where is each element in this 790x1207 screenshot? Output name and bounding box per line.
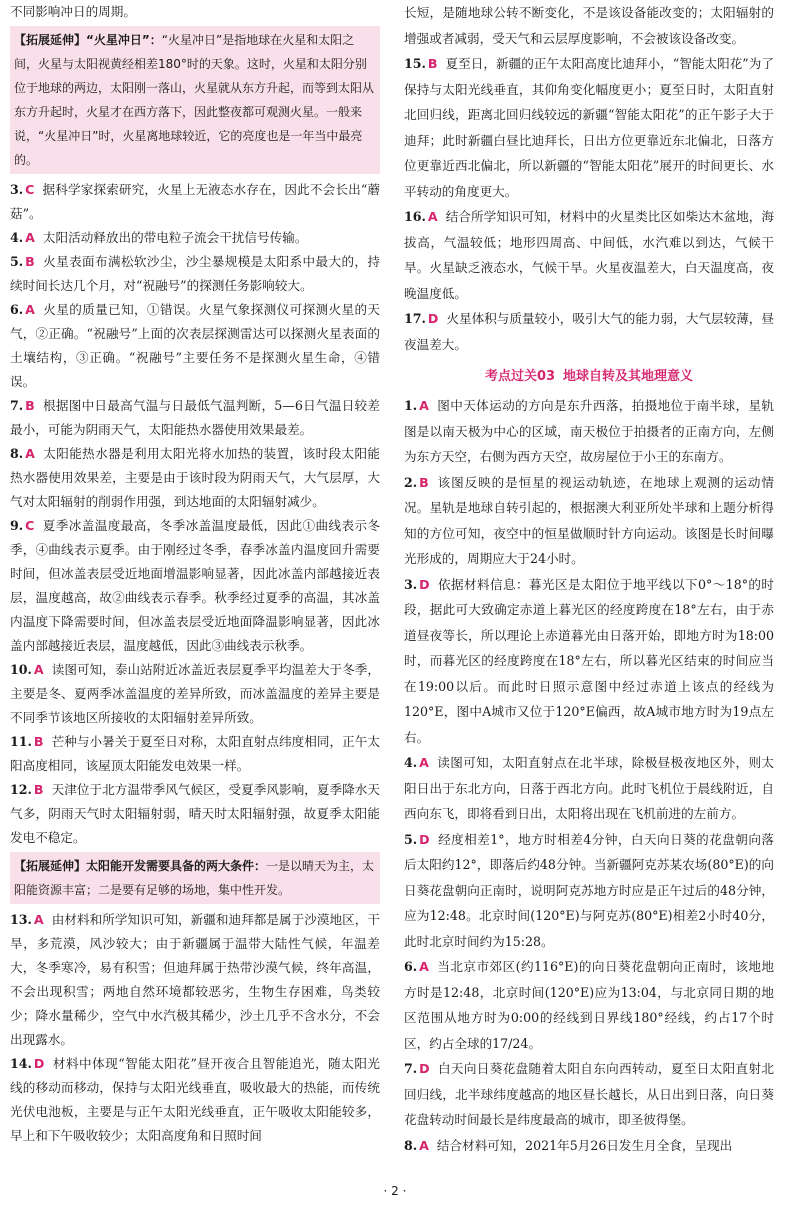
box-text: 一是以晴天为主，太阳能资源丰富；二是要有足够的场地，集中性开发。 [14, 859, 375, 897]
answer-item [404, 954, 774, 1056]
explanation-text: 芒种与小暑关于夏至日对称，太阳直射点纬度相同，正午太阳高度相同，该屋顶太阳能发电效果一样。 [10, 734, 380, 773]
answer-letter: B [33, 734, 44, 749]
answer-letter: A [25, 230, 35, 245]
answer-item [404, 1056, 774, 1133]
explanation-text: 经度相差1°，地方时相差4分钟，白天向日葵的花盘朝向落后太阳约12°，即落后约48分钟。当新疆阿克苏某农场(80°E)的向日葵花盘朝向正南时，说明阿克苏地方时应是正午过后的48分钟，应为12:48。北京时间(120°E)与阿克苏(80°E)相差2小时40分，此时北京时间约为15:28。 [404, 831, 774, 949]
explanation-text: 材料中体现“智能太阳花”昼开夜合且智能追光，随太阳光线的移动而移动，保持与太阳光线垂直，吸收最大的热能，而传统光伏电池板，主要是与正午太阳光线垂直，正午吸收太阳能较多，早上和下午吸收较少；太阳高度角和日照时间 [10, 1056, 380, 1143]
answer-item [404, 204, 774, 306]
answer-list [10, 908, 380, 1148]
answer-letter: A [419, 959, 429, 974]
answer-item [404, 470, 774, 572]
item-number: 15. [404, 56, 426, 71]
explanation-text: 太阳能热水器是利用太阳光将水加热的装置，该时段太阳能热水器使用效果差，主要是由于该时段为阴雨天气，大气层厚，大气对太阳辐射的削弱作用强，到达地面的太阳辐射减少。 [10, 446, 380, 509]
box-title: 【拓展延伸】 [14, 33, 87, 47]
item-number: 4. [404, 755, 418, 770]
continued-text: 不同影响冲日的周期。 [10, 4, 136, 19]
answer-item [10, 658, 380, 730]
answer-letter: A [25, 446, 35, 461]
section-title: 地球自转及其地理意义 [563, 369, 694, 384]
item-number: 2. [404, 474, 418, 490]
item-number: 10. [10, 662, 32, 677]
answer-letter: B [33, 782, 44, 797]
answer-item [404, 51, 774, 204]
explanation-text: 火星的质量已知，①错误。火星气象探测仪可探测火星的天气，②正确。“祝融号”上面的次表层探测雷达可以探测火星表面的土壤结构，③正确。“祝融号”主要任务不是探测火星生命，④错误。 [10, 302, 380, 389]
item-number: 8. [10, 446, 24, 461]
explanation-text: 太阳活动释放出的带电粒子流会干扰信号传输。 [42, 230, 308, 245]
explanation-text: 火星体积与质量较小，吸引大气的能力弱，大气层较薄，昼夜温差大。 [404, 311, 774, 352]
item-number: 6. [404, 959, 418, 974]
answer-letter: A [419, 398, 429, 413]
answer-letter: A [25, 302, 35, 317]
item-number: 5. [10, 254, 24, 269]
explanation-text: 读图可知，太阳直射点在北半球，除极昼极夜地区外，则太阳日出于东北方向，日落于西北方向。此时飞机位于晨线附近，自西向东飞，即将看到日出，太阳将出现在飞机前进的左前方。 [404, 755, 774, 821]
explanation-text: 依据材料信息：暮光区是太阳位于地平线以下0°～18°的时段，据此可大致确定赤道上暮光区的经度跨度在18°左右，由于赤道昼夜等长，所以理论上赤道暮光由日落开始，即地方时为18:00时，而暮光区的经度跨度在18°左右，所以暮光区结束的时间应当在19:00以后。而此时日照示意图中经过赤道上该点的经线为120°E，图中A城市又位于120°E偏西，故A城市地方时为19点左右。 [404, 576, 774, 745]
item-number: 6. [10, 302, 24, 317]
answer-letter: D [419, 576, 430, 592]
answer-letter: D [33, 1056, 45, 1071]
answer-letter: B [427, 56, 438, 71]
answer-item [404, 572, 774, 751]
item-number: 11. [10, 734, 32, 749]
answer-list [404, 51, 774, 357]
item-number: 3. [10, 182, 24, 197]
answer-letter: A [419, 1137, 429, 1153]
explanation-text: 结合所学知识可知，材料中的火星类比区如柴达木盆地，海拔高，气温较低；地形四周高、中间低，水汽难以到达，气候干旱。火星缺乏液态水，气候干旱。火星夜温差大，白天温度高，夜晚温度低。 [404, 209, 774, 301]
answer-letter: A [33, 912, 44, 927]
item-number: 8. [404, 1137, 418, 1153]
answer-letter: D [419, 831, 430, 847]
explanation-text: 根据图中日最高气温与日最低气温判断，5—6日气温日较差最小，可能为阴雨天气，太阳能热水器使用效果最差。 [10, 398, 380, 437]
explanation-text: 当北京市郊区(约116°E)的向日葵花盘朝向正南时，该地地方时是12:48，北京时间(120°E)应为13:04，与北京同日期的地区范围从地方时为0:00的经线到日界线180°经线，约占17个时区，约占全球的17/24。 [404, 959, 774, 1051]
explanation-text: 夏至日，新疆的正午太阳高度比迪拜小，“智能太阳花”为了保持与太阳光线垂直，其仰角变化幅度更小；夏至日时，太阳直射北回归线，距离北回归线较远的新疆“智能太阳花”的正午影子大于迪拜；此时新疆白昼比迪拜长，日出方位更靠近东北偏北，日落方位更靠近西北偏北，所以新疆的“智能太阳花”展开的时间更长、水平转动的角度更大。 [404, 56, 774, 199]
answer-item [10, 442, 380, 514]
answer-item [404, 750, 774, 827]
answer-item [10, 908, 380, 1052]
answer-item [10, 298, 380, 394]
answer-list [404, 393, 774, 1158]
answer-item [10, 730, 380, 778]
item-number: 14. [10, 1056, 32, 1071]
section-label: 考点过关03 [484, 369, 556, 384]
extension-box [10, 852, 380, 904]
answer-item [10, 1052, 380, 1148]
item-number: 17. [404, 311, 426, 326]
answer-item [404, 306, 774, 357]
answer-item [10, 514, 380, 658]
section-heading [404, 363, 774, 391]
answer-item [10, 394, 380, 442]
explanation-text: 读图可知，泰山站附近冰盖近表层夏季平均温差大于冬季，主要是冬、夏两季冰盖温度的差异所致，而冰盖温度的差异主要是不同季节该地区所接收的太阳辐射差异所致。 [10, 662, 380, 725]
answer-item [10, 778, 380, 850]
answer-item [404, 393, 774, 470]
page-number: · 2 · [383, 1184, 407, 1198]
answer-item [404, 827, 774, 955]
answer-letter: C [25, 518, 35, 533]
explanation-text: 夏季冰盖温度最高，冬季冰盖温度最低，因此①曲线表示冬季，④曲线表示夏季。由于刚经过冬季，春季冰盖内温度回升需要时间，但冰盖表层受近地面增温影响显著，因此冰盖内部越接近表层，温度越高，故②曲线表示春季。秋季经过夏季的高温，其冰盖内温度下降需要时间，但冰盖表层受近地面降温影响显著，因此冰盖内部越接近表层，温度越低，因此③曲线表示秋季。 [10, 518, 380, 653]
item-number: 4. [10, 230, 24, 245]
item-number: 7. [404, 1061, 418, 1076]
explanation-text: 火星表面布满松软沙尘，沙尘暴规模是太阳系中最大的，持续时间长达几个月，对“祝融号”的探测任务影响较大。 [10, 254, 380, 293]
answer-letter: D [427, 311, 439, 326]
answer-letter: B [25, 398, 35, 413]
item-number: 5. [404, 831, 418, 847]
item-number: 16. [404, 209, 426, 224]
item-number: 9. [10, 518, 24, 533]
answer-list [10, 178, 380, 850]
item-number: 13. [10, 912, 32, 927]
explanation-text: 天津位于北方温带季风气候区，受夏季风影响，夏季降水天气多，阴雨天气时太阳辐射弱，晴天时太阳辐射强，故夏季太阳能发电不稳定。 [10, 782, 380, 845]
answer-letter: B [419, 474, 429, 490]
box-title: 【拓展延伸】 [14, 859, 87, 873]
extension-box [10, 26, 380, 174]
explanation-text: 白天向日葵花盘随着太阳自东向西转动，夏至日太阳直射北回归线，北半球纬度越高的地区昼长越长，从日出到日落，向日葵花盘转动时间最长是纬度最高的城市，即圣彼得堡。 [404, 1061, 774, 1127]
answer-item [10, 250, 380, 298]
answer-letter: B [25, 254, 35, 269]
answer-item [404, 1133, 774, 1159]
answer-item [10, 226, 380, 250]
right-column [404, 0, 774, 1158]
answer-letter: D [419, 1061, 430, 1076]
answer-letter: C [25, 182, 35, 197]
item-number: 7. [10, 398, 24, 413]
box-text: “火星冲日”是指地球在火星和太阳之间，火星与太阳视黄经相差180°时的天象。这时，火星和太阳分别位于地球的两边，太阳刚一落山，火星就从东方升起，而等到太阳从东方升起时，火星才在西方落下，因此整夜都可观测火星。一般来说，“火星冲日”时，火星离地球较近，它的亮度也是一年当中最亮的。 [14, 33, 375, 167]
item-number: 1. [404, 398, 418, 413]
explanation-text: 结合材料可知，2021年5月26日发生月全食，呈现出 [436, 1137, 733, 1153]
answer-letter: A [419, 755, 429, 770]
left-column [10, 0, 380, 1148]
item-number: 3. [404, 576, 418, 592]
explanation-text: 图中天体运动的方向是东升西落，拍摄地位于南半球，星轨图是以南天极为中心的区域，南天极位于拍摄者的正南方向，左侧为东方天空，右侧为西方天空，故房屋位于小王的东南方。 [404, 398, 774, 464]
box-head: 太阳能开发需要具备的两大条件： [86, 859, 267, 873]
explanation-text: 据科学家探索研究，火星上无液态水存在，因此不会长出“蘑菇”。 [10, 182, 380, 221]
explanation-text: 由材料和所学知识可知，新疆和迪拜都是属于沙漠地区，干旱，多荒漠，风沙较大；由于新疆属于温带大陆性气候，年温差大，冬季寒冷，易有积雪；但迪拜属于热带沙漠气候，终年高温，不会出现积雪；两地自然环境都较恶劣，生物生存困难，鸟类较少；降水量稀少，空气中水汽极其稀少，沙土几乎不含水分，不会出现露水。 [10, 912, 380, 1047]
explanation-text: 该图反映的是恒星的视运动轨迹，在地球上观测的运动情况。星轨是地球自转引起的，根据澳大利亚所处半球和上题分析得知的方位可知，夜空中的恒星做顺时针方向运动。该图是长时间曝光形成的，周期应大于24小时。 [404, 474, 774, 566]
answer-letter: A [427, 209, 438, 224]
answer-letter: A [33, 662, 44, 677]
box-head: “火星冲日”： [86, 33, 162, 47]
answer-item [10, 178, 380, 226]
continued-text: 长短，是随地球公转不断变化，不是该设备能改变的；太阳辐射的增强或者减弱，受天气和云层厚度影响，不会被该设备改变。 [404, 5, 774, 46]
item-number: 12. [10, 782, 32, 797]
